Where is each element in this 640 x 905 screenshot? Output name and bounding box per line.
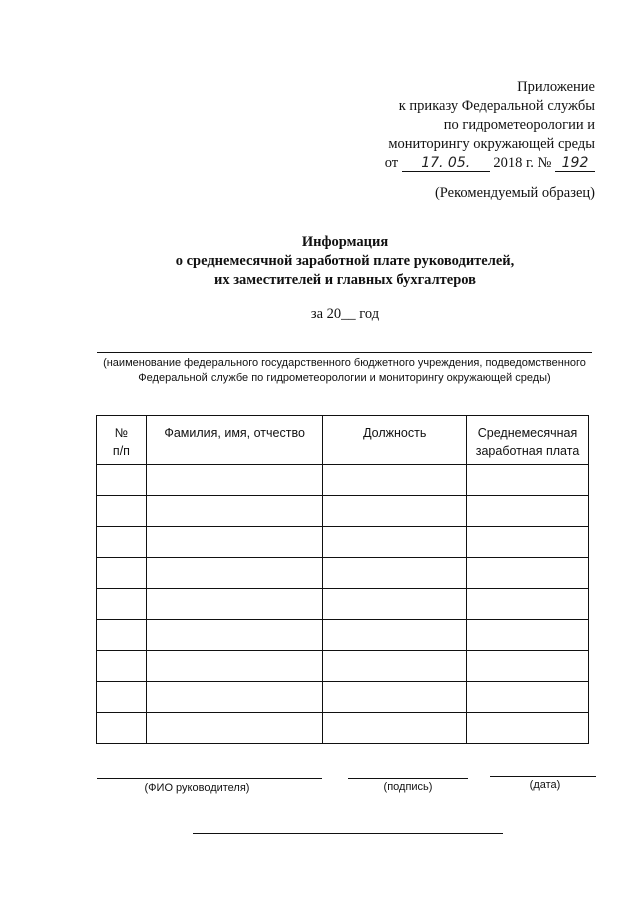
recommended-sample-note: (Рекомендуемый образец) [434,185,595,201]
table-cell[interactable] [97,465,147,496]
table-cell[interactable] [467,558,589,589]
table-row [97,589,589,620]
table-row [97,713,589,744]
org-caption-line-1: (наименование федерального государственного бюджетного учреждения, подведомственного [103,357,586,369]
col-header-text: заработная плата [475,444,580,458]
col-header-text: № [114,426,129,440]
table-row [97,527,589,558]
table-cell[interactable] [97,620,147,651]
order-number-field: 192 [555,155,595,172]
table-cell[interactable] [146,558,323,589]
table-row [97,558,589,589]
table-cell[interactable] [323,558,467,589]
appendix-header [295,78,595,173]
date-signature-line [490,776,596,777]
table-cell[interactable] [146,496,323,527]
fio-caption: (ФИО руководителя) [144,782,250,794]
order-prefix: от [384,155,399,171]
appendix-line: мониторингу окружающей среды [388,136,595,152]
col-header-salary [467,416,589,465]
org-name-line [97,352,592,353]
table-cell[interactable] [467,620,589,651]
table-cell[interactable] [97,558,147,589]
fio-signature-line [97,778,322,779]
order-date-field: 17. 05. [402,155,490,172]
col-header-position [323,416,467,465]
table-cell[interactable] [97,589,147,620]
table-cell[interactable] [323,620,467,651]
table-cell[interactable] [467,589,589,620]
signature-caption: (подпись) [383,781,433,793]
col-header-number [97,416,147,465]
table-row [97,620,589,651]
table-cell[interactable] [146,682,323,713]
table-cell[interactable] [146,713,323,744]
table-cell[interactable] [467,465,589,496]
signature-line [348,778,468,779]
table-cell[interactable] [467,527,589,558]
table-row [97,651,589,682]
table-row [97,496,589,527]
table-cell[interactable] [146,651,323,682]
table-header-row [97,416,589,465]
table-row [97,465,589,496]
salary-table [96,415,589,744]
table-cell[interactable] [146,589,323,620]
appendix-line: по гидрометеорологии и [443,117,595,133]
table-cell[interactable] [323,682,467,713]
appendix-line: к приказу Федеральной службы [398,98,595,114]
table-cell[interactable] [97,682,147,713]
table-cell[interactable] [467,713,589,744]
period-line: за 20__ год [310,306,380,322]
col-header-text: Среднемесячная [477,426,578,440]
order-year: 2018 г. № [493,155,552,171]
col-header-text: Фамилия, имя, отчество [164,426,305,440]
table-cell[interactable] [97,496,147,527]
table-cell[interactable] [146,527,323,558]
title-line-2: о среднемесячной заработной плате руководителей, [175,253,515,269]
org-caption-line-2: Федеральной службе по гидрометеорологии и мониторингу окружающей среды) [138,372,551,384]
document-title [0,233,640,290]
table-cell[interactable] [97,651,147,682]
order-line [295,154,595,173]
table-cell[interactable] [323,527,467,558]
col-header-text: п/п [112,444,130,458]
appendix-line: Приложение [517,79,595,95]
table-cell[interactable] [467,651,589,682]
table-cell[interactable] [323,465,467,496]
bottom-line [193,833,503,834]
col-header-text: Должность [363,426,427,440]
table-cell[interactable] [146,465,323,496]
table-cell[interactable] [467,682,589,713]
table-row [97,682,589,713]
org-name-caption [97,356,592,386]
table-cell[interactable] [146,620,323,651]
title-line-3: их заместителей и главных бухгалтеров [213,272,477,288]
table-cell[interactable] [97,527,147,558]
table-cell[interactable] [97,713,147,744]
table-cell[interactable] [467,496,589,527]
table-cell[interactable] [323,651,467,682]
table-cell[interactable] [323,589,467,620]
title-line-1: Информация [301,234,389,250]
table-cell[interactable] [323,713,467,744]
col-header-fullname [146,416,323,465]
date-caption: (дата) [529,779,561,791]
table-cell[interactable] [323,496,467,527]
